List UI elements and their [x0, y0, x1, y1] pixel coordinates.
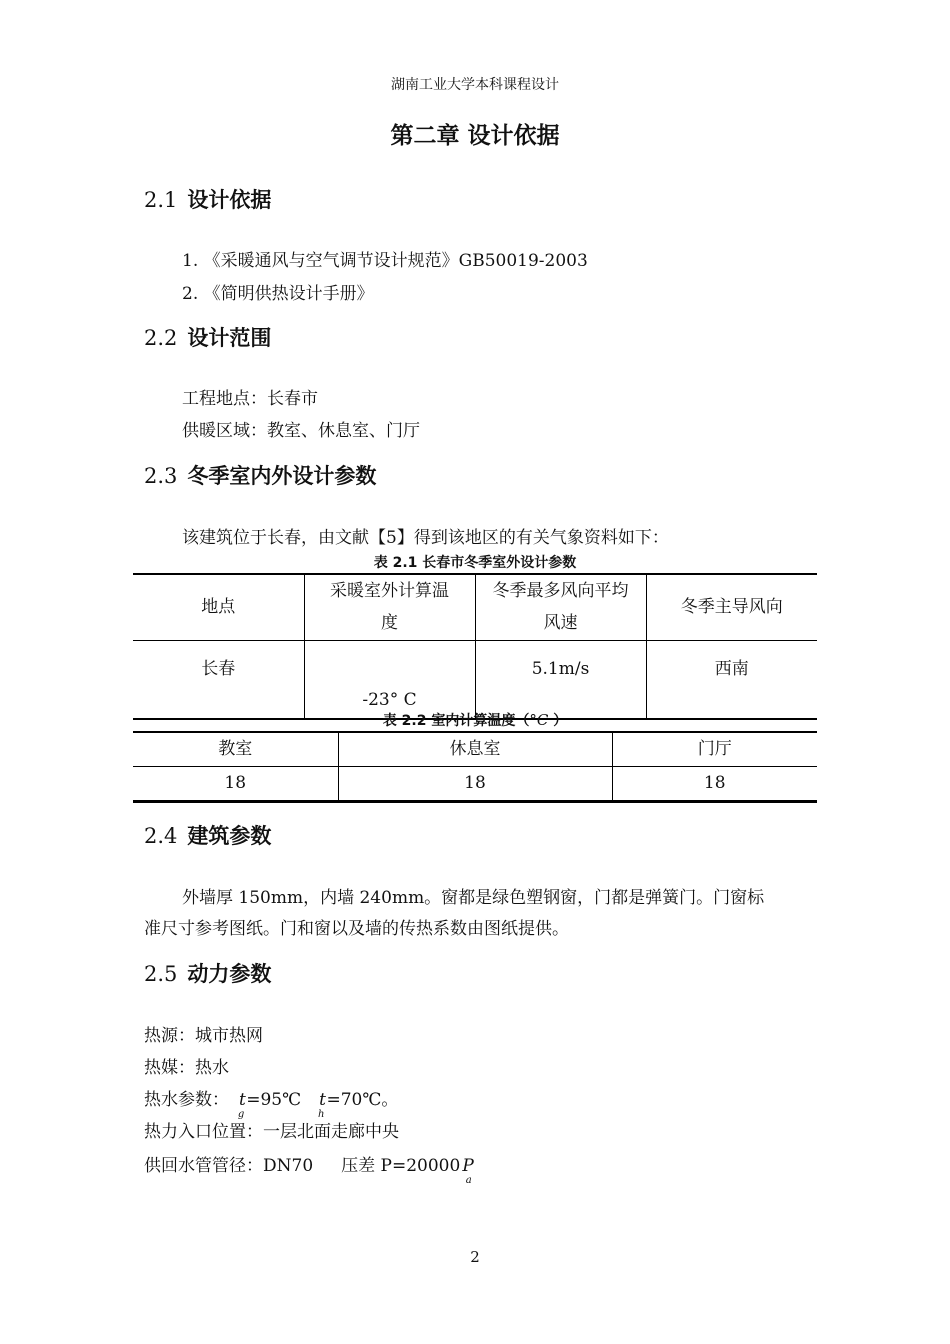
table-cell: 18: [338, 767, 612, 802]
heat-medium: 热媒：热水: [144, 1058, 229, 1078]
section-number: 2.1: [144, 188, 178, 212]
table-row: [133, 767, 817, 802]
outdoor-params-table: [133, 573, 817, 720]
reference-item-1: 1. 《采暖通风与空气调节设计规范》GB50019-2003: [182, 251, 588, 271]
section-number: 2.2: [144, 326, 178, 350]
table-row: [133, 574, 817, 641]
table-cell: -23° C: [304, 641, 475, 720]
indoor-temp-table: [133, 731, 817, 803]
section-number: 2.5: [144, 962, 178, 986]
table-row: [133, 732, 817, 767]
table-header-cell: 教室: [133, 732, 338, 767]
heating-area: 供暖区域：教室、休息室、门厅: [182, 421, 420, 441]
project-location: 工程地点：长春市: [182, 389, 318, 409]
section-heading-2-4: [144, 820, 271, 850]
section-heading-2-1: [144, 184, 271, 214]
section-title: 设计依据: [187, 188, 272, 212]
page-header: 湖南工业大学本科课程设计: [391, 77, 559, 93]
table-cell: 长春: [133, 641, 304, 720]
section-heading-2-3: [144, 460, 376, 490]
page-number: 2: [470, 1248, 480, 1266]
section-heading-2-5: [144, 958, 271, 988]
heat-entry-location: 热力入口位置：一层北面走廊中央: [144, 1122, 399, 1142]
reference-item-2: 2. 《简明供热设计手册》: [182, 284, 374, 304]
table2-caption: 表 2.2 室内计算温度（°C ）: [382, 711, 568, 729]
table-header-cell: 休息室: [338, 732, 612, 767]
section-number: 2.4: [144, 824, 178, 848]
section-title: 设计范围: [187, 326, 272, 350]
table1-caption: 表 2.1 长春市冬季室外设计参数: [373, 555, 577, 571]
table-cell: 5.1m/s: [475, 641, 646, 720]
table-header-cell: 冬季主导风向: [646, 574, 817, 641]
table-header-cell: 采暖室外计算温度: [304, 574, 475, 641]
building-params-line1: 外墙厚 150mm，内墙 240mm。窗都是绿色塑钢窗，门都是弹簧门。门窗标: [182, 888, 765, 908]
table-cell: 18: [612, 767, 817, 802]
hot-water-params: 热水参数： $t_g=95℃$ $t_h=70℃$。: [144, 1090, 399, 1120]
section-number: 2.3: [144, 464, 178, 488]
building-params-line2: 准尺寸参考图纸。门和窗以及墙的传热系数由图纸提供。: [144, 919, 569, 939]
section-title: 冬季室内外设计参数: [187, 464, 377, 488]
chapter-title: 第二章 设计依据: [390, 123, 560, 149]
table-row: [133, 641, 817, 720]
table-header-cell: 地点: [133, 574, 304, 641]
table-header-cell: 门厅: [612, 732, 817, 767]
section-title: 建筑参数: [187, 824, 272, 848]
table-header-cell: 冬季最多风向平均风速: [475, 574, 646, 641]
table-cell: 西南: [646, 641, 817, 720]
table-cell: 18: [133, 767, 338, 802]
heat-source: 热源：城市热网: [144, 1026, 263, 1046]
section-heading-2-2: [144, 322, 271, 352]
section-title: 动力参数: [187, 962, 272, 986]
pipe-diameter-pressure: 供回水管管径：DN70 压差 P=20000 $P_a$: [144, 1156, 474, 1186]
climate-intro: 该建筑位于长春，由文献【5】得到该地区的有关气象资料如下：: [182, 528, 669, 548]
